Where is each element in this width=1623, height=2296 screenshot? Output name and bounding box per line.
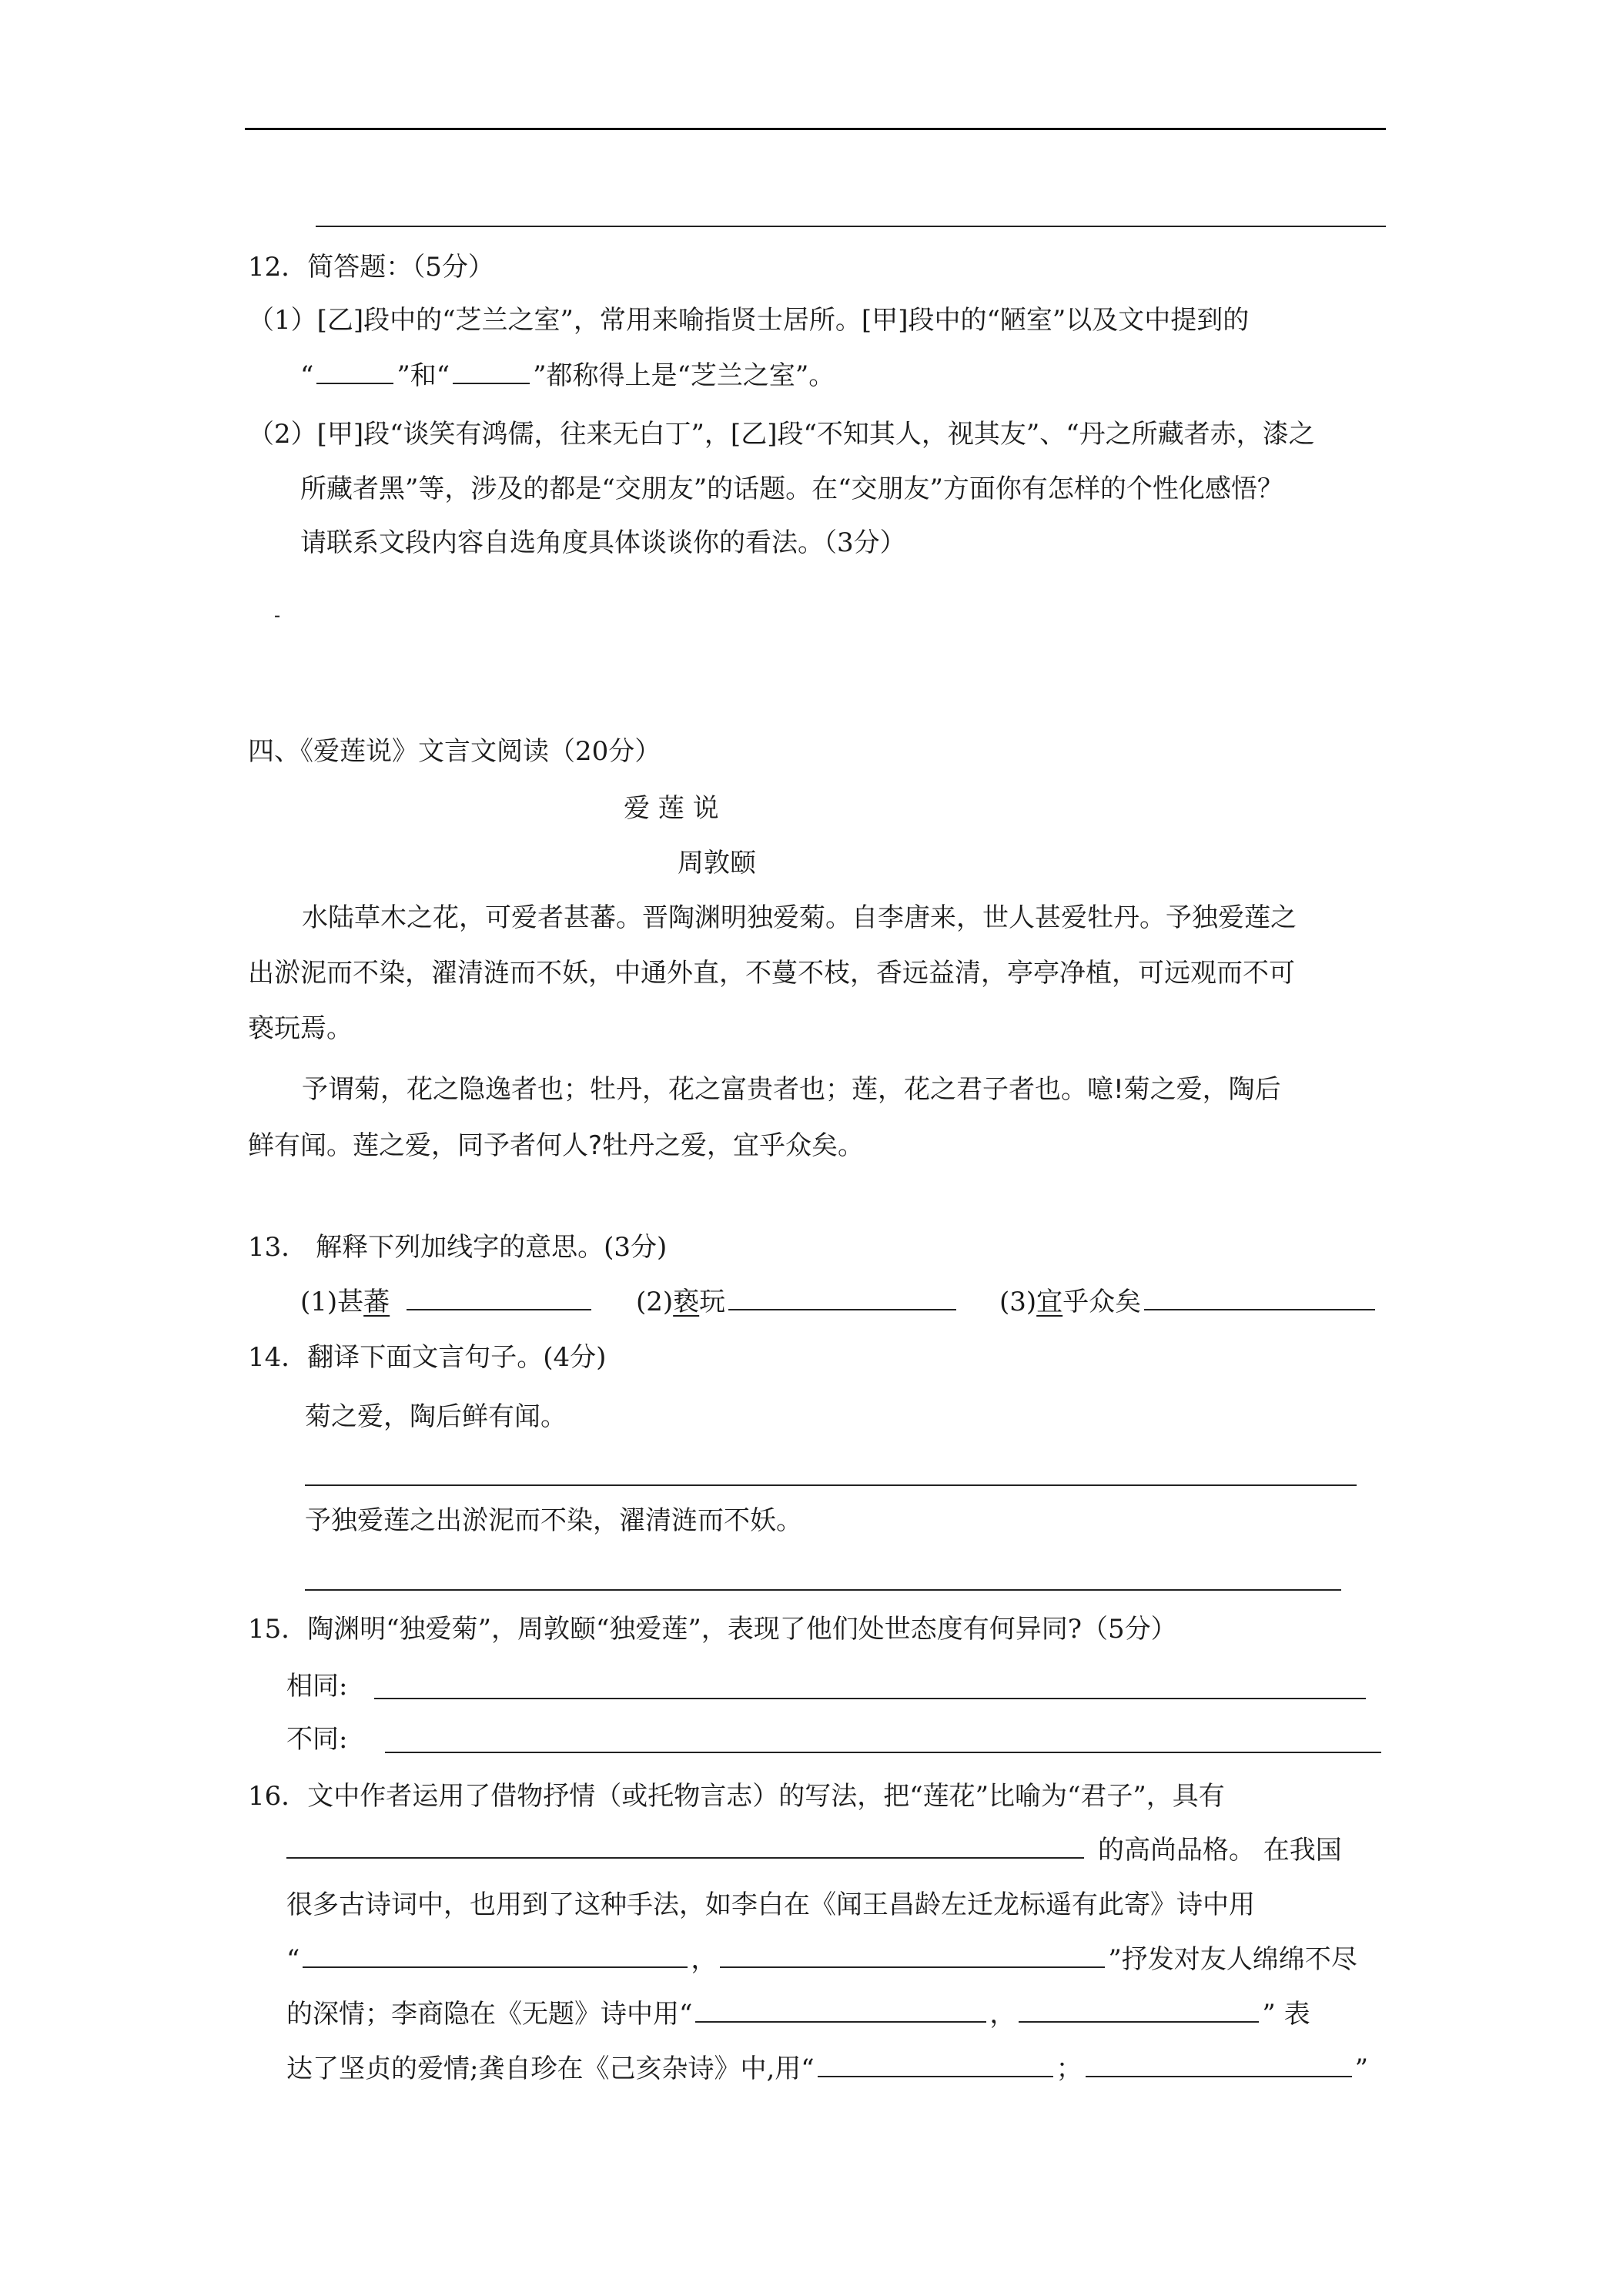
q12-part1-line2: “ ”和“ ”都称得上是“芝兰之室”。 (300, 360, 835, 391)
q16-line5: 的深情；李商隐在《无题》诗中用“ ， ” 表 (286, 1999, 1310, 2030)
q16-line2: 的高尚品格。 在我国 (286, 1832, 1342, 1868)
answer-blank[interactable] (695, 1998, 986, 2023)
q16-line6: 达了坚贞的爱情;龚自珍在《己亥杂诗》中,用“ ； ” (286, 2053, 1369, 2084)
passage-line: 水陆草木之花，可爱者甚蕃。晋陶渊明独爱菊。自李唐来，世人甚爱牡丹。予独爱莲之 (302, 902, 1297, 933)
answer-blank[interactable] (818, 2053, 1053, 2077)
q12-part2-line3: 请联系文段内容自选角度具体谈谈你的看法。（3分） (300, 527, 906, 558)
q16-line1: 16．文中作者运用了借物抒情（或托物言志）的写法，把“莲花”比喻为“君子”，具有 (248, 1781, 1225, 1812)
q14-sentence2: 予独爱莲之出淤泥而不染，濯清涟而不妖。 (305, 1505, 802, 1536)
q13-item3: (3)宜乎众矣 (999, 1284, 1378, 1320)
q15-diff-label: 不同: (286, 1724, 348, 1755)
q16-line3: 很多古诗词中，也用到了这种手法，如李白在《闻王昌龄左迁龙标遥有此寄》诗中用 (286, 1889, 1255, 1920)
answer-blank[interactable] (286, 1834, 1084, 1859)
q12-part2-line1: （2）[甲]段“谈笑有鸿儒，往来无白丁”，[乙]段“不知其人，视其友”、“丹之所藏者赤，漆之 (248, 419, 1315, 450)
q13-item2: (2)亵玩 (636, 1284, 959, 1320)
q14-title: 14．翻译下面文言句子。(4分) (248, 1342, 607, 1373)
q15-title: 15．陶渊明“独爱菊”，周敦颐“独爱莲”，表现了他们处世态度有何异同?（5分） (248, 1614, 1177, 1645)
q12-title: 12．简答题：（5分） (248, 252, 494, 283)
blank[interactable] (316, 360, 393, 384)
q12-part1-line1: （1）[乙]段中的“芝兰之室”，常用来喻指贤士居所。[甲]段中的“陋室”以及文中提到的 (248, 305, 1250, 336)
q12-part2-line2: 所藏者黑”等，涉及的都是“交朋友”的话题。在“交朋友”方面你有怎样的个性化感悟？ (300, 474, 1283, 504)
answer-line[interactable] (305, 1484, 1357, 1486)
q14-sentence1: 菊之爱，陶后鲜有闻。 (305, 1401, 567, 1432)
passage-line: 鲜有闻。莲之爱，同予者何人?牡丹之爱，宜乎众矣。 (248, 1130, 865, 1161)
passage-line: 予谓菊，花之隐逸者也；牡丹，花之富贵者也；莲，花之君子者也。噫!菊之爱，陶后 (302, 1074, 1281, 1105)
answer-blank[interactable] (1086, 2053, 1352, 2077)
answer-blank[interactable] (303, 1943, 688, 1968)
answer-line[interactable] (374, 1698, 1366, 1699)
dash-mark: - (274, 604, 281, 626)
poem-title: 爱 莲 说 (624, 793, 719, 824)
answer-blank[interactable] (1019, 1998, 1259, 2023)
answer-line (316, 226, 1386, 227)
answer-line[interactable] (385, 1752, 1381, 1753)
section-heading: 四、《爱莲说》文言文阅读（20分） (248, 736, 661, 767)
blank[interactable] (453, 360, 530, 384)
answer-line[interactable] (305, 1589, 1341, 1591)
answer-blank[interactable] (407, 1286, 591, 1310)
q13-title: 13． 解释下列加线字的意思。(3分) (248, 1232, 668, 1263)
q15-same-label: 相同: (286, 1671, 348, 1702)
answer-blank[interactable] (1144, 1286, 1375, 1310)
header-rule (245, 128, 1386, 130)
answer-blank[interactable] (720, 1943, 1105, 1968)
q13-item1: (1)甚蕃 (300, 1284, 594, 1320)
passage-line: 亵玩焉。 (248, 1013, 353, 1044)
answer-blank[interactable] (728, 1286, 956, 1310)
passage-line: 出淤泥而不染，濯清涟而不妖，中通外直，不蔓不枝，香远益清，亭亭净植，可远观而不可 (248, 958, 1295, 989)
q16-line4: “ ， ”抒发对友人绵绵不尽 (286, 1944, 1357, 1975)
poem-author: 周敦颐 (678, 848, 756, 879)
